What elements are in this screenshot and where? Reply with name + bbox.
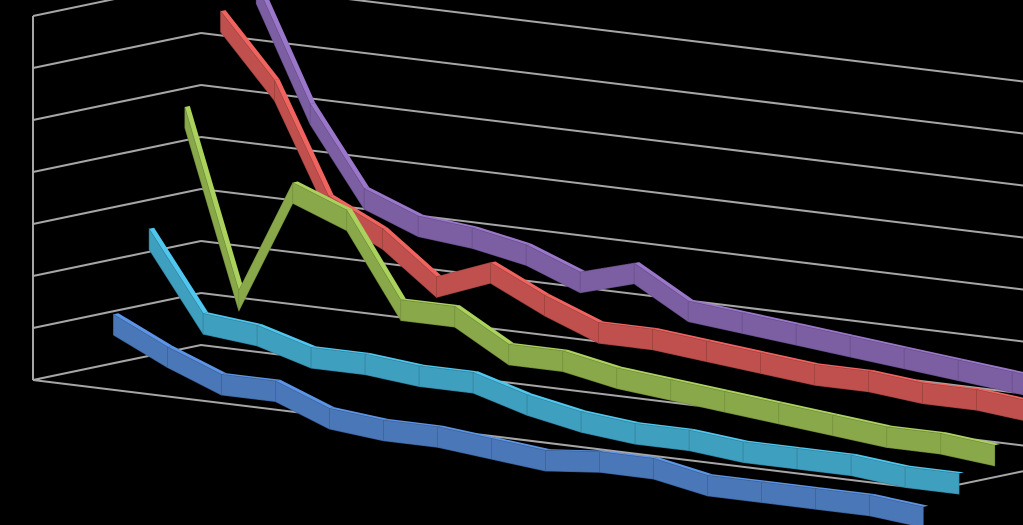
series-2-segment — [149, 229, 203, 334]
series-2-segment — [527, 395, 581, 433]
gridline-side — [33, 85, 201, 120]
series-5-segment — [472, 228, 526, 266]
series-1-segment — [545, 450, 599, 472]
gridline-side — [33, 189, 201, 224]
series-2-segment — [257, 325, 311, 368]
gridline-back — [201, 0, 1023, 91]
series-1-segment — [275, 381, 329, 429]
series-4-segment — [437, 263, 491, 298]
gridline-side — [33, 33, 201, 68]
series-5-segment — [580, 263, 634, 293]
series-1-segment — [167, 347, 221, 395]
gridline-side — [33, 137, 201, 172]
series-1-segment — [653, 458, 707, 496]
series-2-segment — [473, 372, 527, 415]
series-4-segment — [977, 390, 1023, 423]
series-3-segment-top — [185, 106, 244, 291]
series-3-segment — [563, 351, 617, 389]
gridline-side — [33, 0, 201, 16]
